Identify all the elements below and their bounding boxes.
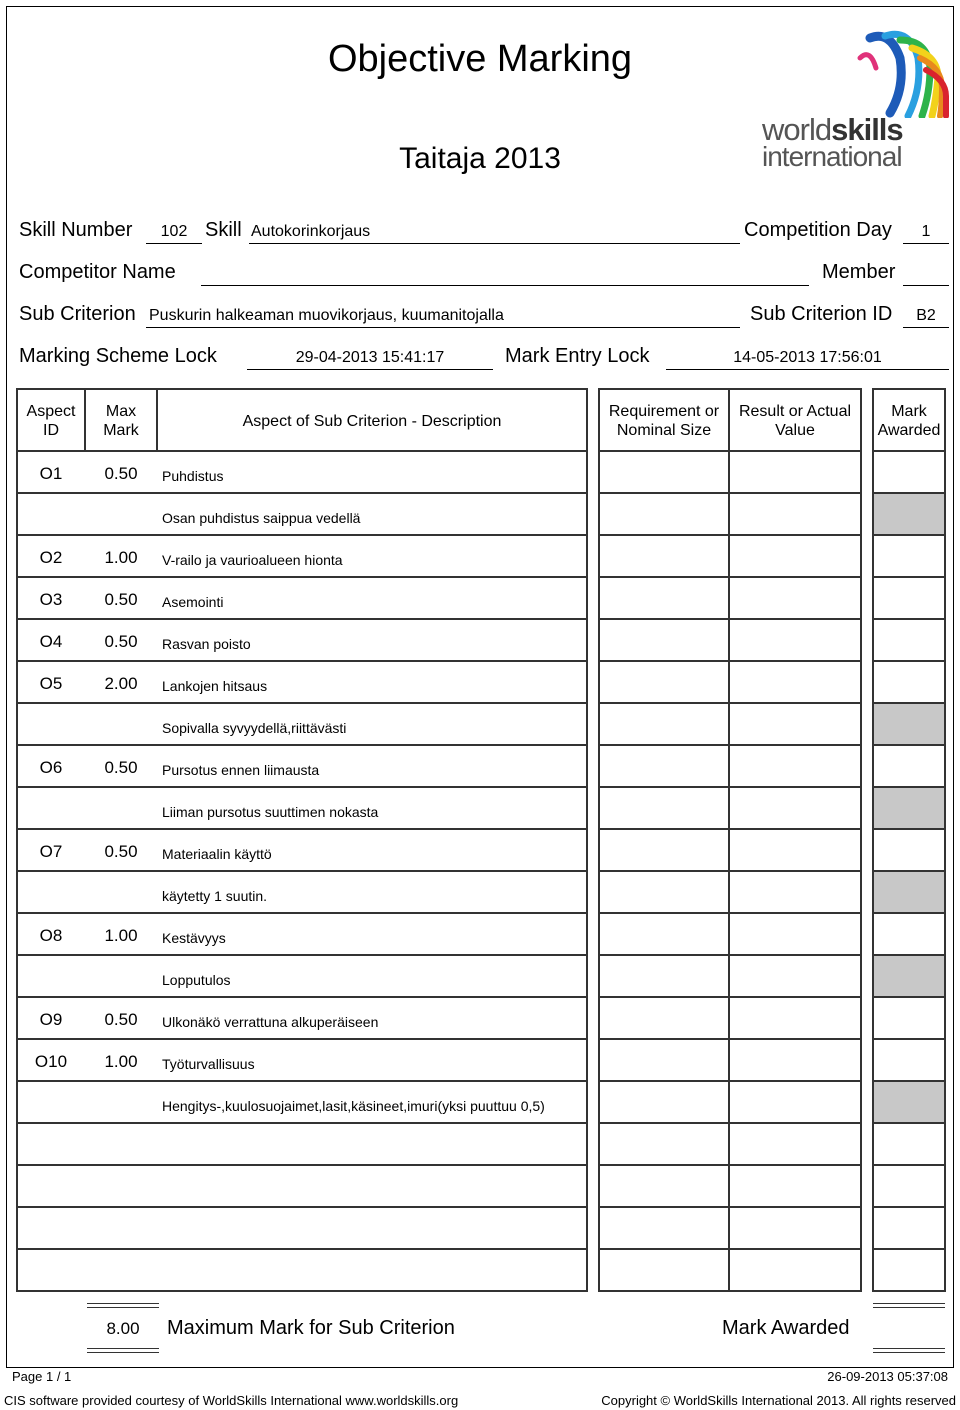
- row-requirement-cell[interactable]: [598, 998, 730, 1040]
- row-requirement-cell[interactable]: [598, 830, 730, 872]
- software-credit: CIS software provided courtesy of WorldSkills International www.worldskills.org: [4, 1393, 459, 1408]
- row-requirement-cell[interactable]: [598, 1040, 730, 1082]
- max-mark-label: Maximum Mark for Sub Criterion: [167, 1317, 455, 1339]
- row-awarded-cell[interactable]: [872, 1124, 946, 1166]
- row-description: Osan puhdistus saippua vedellä: [162, 510, 361, 526]
- skill-value: Autokorinkorjaus: [251, 223, 371, 240]
- logo-brush-icon: [830, 28, 960, 118]
- row-aspect-id: O3: [39, 590, 63, 609]
- row-aspect-id: O7: [39, 842, 63, 861]
- row-description-cell: [16, 1250, 588, 1292]
- row-awarded-cell[interactable]: [872, 1250, 946, 1292]
- member-label: Member: [822, 261, 896, 283]
- row-aspect-id: O10: [34, 1052, 68, 1071]
- row-aspect-id: O6: [39, 758, 63, 777]
- sub-criterion-id-label: Sub Criterion ID: [750, 303, 893, 325]
- row-requirement-cell[interactable]: [598, 1250, 730, 1292]
- print-timestamp: 26-09-2013 05:37:08: [827, 1369, 948, 1384]
- col-header-description-box: [158, 388, 588, 452]
- row-description: Asemointi: [162, 594, 224, 610]
- skill-number-value: 102: [160, 223, 188, 240]
- row-max-mark: 1.00: [104, 1052, 138, 1071]
- row-description-cell: [16, 872, 588, 914]
- sub-criterion-label: Sub Criterion: [19, 303, 136, 325]
- row-result-cell[interactable]: [730, 1250, 862, 1292]
- row-description: V-railo ja vaurioalueen hionta: [162, 552, 343, 568]
- row-result-cell[interactable]: [730, 788, 862, 830]
- row-description: Lankojen hitsaus: [162, 678, 268, 694]
- row-max-mark: 0.50: [104, 758, 138, 777]
- row-result-cell[interactable]: [730, 662, 862, 704]
- row-requirement-cell[interactable]: [598, 1166, 730, 1208]
- row-awarded-cell: [872, 872, 946, 914]
- row-requirement-cell[interactable]: [598, 914, 730, 956]
- row-max-mark: 0.50: [104, 464, 138, 483]
- row-requirement-cell[interactable]: [598, 704, 730, 746]
- awarded-disabled-shade: [874, 788, 944, 828]
- row-result-cell[interactable]: [730, 536, 862, 578]
- worldskills-logo: [760, 28, 950, 178]
- awarded-disabled-shade: [874, 956, 944, 996]
- col-header-max-mark: Max Mark: [103, 403, 139, 439]
- row-description: Puhdistus: [162, 468, 224, 484]
- copyright: Copyright © WorldSkills International 2013. All rights reserved: [601, 1393, 956, 1408]
- competitor-name-label: Competitor Name: [19, 261, 176, 283]
- mark-entry-lock-value: 14-05-2013 17:56:01: [733, 349, 882, 366]
- col-header-aspect-id: Aspect ID: [26, 403, 76, 439]
- row-requirement-cell[interactable]: [598, 1208, 730, 1250]
- col-header-max-mark-box: [86, 388, 158, 452]
- row-awarded-cell[interactable]: [872, 1040, 946, 1082]
- row-description: käytetty 1 suutin.: [162, 888, 268, 904]
- row-aspect-id: O4: [39, 632, 63, 651]
- row-max-mark: 0.50: [104, 590, 138, 609]
- row-description: Pursotus ennen liimausta: [162, 762, 320, 778]
- skill-number-label: Skill Number: [19, 219, 133, 241]
- row-result-cell[interactable]: [730, 452, 862, 494]
- row-result-cell[interactable]: [730, 494, 862, 536]
- row-result-cell[interactable]: [730, 746, 862, 788]
- row-description: Materiaalin käyttö: [162, 846, 272, 862]
- row-awarded-cell: [872, 1082, 946, 1124]
- row-result-cell[interactable]: [730, 1082, 862, 1124]
- mark-awarded-label: Mark Awarded: [722, 1317, 850, 1339]
- col-header-result: Result or Actual Value: [738, 403, 852, 439]
- logo-text-world: world: [762, 112, 832, 147]
- row-result-cell[interactable]: [730, 578, 862, 620]
- row-awarded-cell: [872, 494, 946, 536]
- row-description: Liiman pursotus suuttimen nokasta: [162, 804, 379, 820]
- row-result-cell[interactable]: [730, 914, 862, 956]
- row-result-cell[interactable]: [730, 872, 862, 914]
- row-aspect-id: O5: [39, 674, 63, 693]
- row-description: Hengitys-,kuulosuojaimet,lasit,käsineet,imuri(yksi puuttuu 0,5): [162, 1098, 545, 1114]
- row-awarded-cell[interactable]: [872, 998, 946, 1040]
- row-awarded-cell[interactable]: [872, 1166, 946, 1208]
- col-header-description: Aspect of Sub Criterion - Description: [242, 413, 502, 430]
- row-description: Sopivalla syvyydellä,riittävästi: [162, 720, 347, 736]
- row-result-cell[interactable]: [730, 998, 862, 1040]
- row-result-cell[interactable]: [730, 1208, 862, 1250]
- logo-text-international: international: [762, 141, 902, 172]
- row-awarded-cell[interactable]: [872, 662, 946, 704]
- logo-text-skills: skills: [831, 112, 903, 147]
- awarded-disabled-shade: [874, 872, 944, 912]
- row-result-cell[interactable]: [730, 1040, 862, 1082]
- row-awarded-cell: [872, 788, 946, 830]
- row-requirement-cell[interactable]: [598, 788, 730, 830]
- col-header-awarded-box: [872, 388, 946, 452]
- row-awarded-cell[interactable]: [872, 1208, 946, 1250]
- row-max-mark: 1.00: [104, 548, 138, 567]
- page-subtitle: Taitaja 2013: [399, 142, 561, 175]
- row-description: Ulkonäkö verrattuna alkuperäiseen: [162, 1014, 379, 1030]
- col-header-aspect-id-box: [16, 388, 86, 452]
- competition-day-label: Competition Day: [744, 219, 892, 241]
- page-number: Page 1 / 1: [12, 1369, 72, 1384]
- row-awarded-cell[interactable]: [872, 830, 946, 872]
- competition-day-value: 1: [921, 223, 931, 240]
- row-max-mark: 0.50: [104, 842, 138, 861]
- col-header-requirement-box: [598, 388, 730, 452]
- total-mark-awarded-field[interactable]: [873, 1310, 945, 1346]
- row-awarded-cell[interactable]: [872, 578, 946, 620]
- row-max-mark: 0.50: [104, 632, 138, 651]
- row-requirement-cell[interactable]: [598, 872, 730, 914]
- row-awarded-cell[interactable]: [872, 746, 946, 788]
- col-header-result-box: [730, 388, 862, 452]
- row-requirement-cell[interactable]: [598, 1124, 730, 1166]
- member-field[interactable]: [903, 285, 949, 286]
- row-requirement-cell[interactable]: [598, 1082, 730, 1124]
- row-result-cell[interactable]: [730, 956, 862, 998]
- row-result-cell[interactable]: [730, 704, 862, 746]
- row-max-mark: 1.00: [104, 926, 138, 945]
- total-max-mark: 8.00: [106, 1319, 140, 1338]
- row-awarded-cell[interactable]: [872, 536, 946, 578]
- marking-scheme-lock-value: 29-04-2013 15:41:17: [295, 349, 445, 366]
- competitor-name-field[interactable]: [201, 285, 809, 286]
- row-aspect-id: O1: [39, 464, 63, 483]
- row-requirement-cell[interactable]: [598, 746, 730, 788]
- skill-label: Skill: [205, 219, 242, 241]
- mark-entry-lock-label: Mark Entry Lock: [505, 345, 650, 367]
- sub-criterion-value: Puskurin halkeaman muovikorjaus, kuumanitojalla: [149, 307, 504, 324]
- row-requirement-cell[interactable]: [598, 662, 730, 704]
- row-requirement-cell[interactable]: [598, 956, 730, 998]
- row-awarded-cell[interactable]: [872, 452, 946, 494]
- awarded-disabled-shade: [874, 1082, 944, 1122]
- row-description: Rasvan poisto: [162, 636, 251, 652]
- awarded-disabled-shade: [874, 494, 944, 534]
- sub-criterion-id-value: B2: [916, 307, 936, 324]
- row-requirement-cell[interactable]: [598, 536, 730, 578]
- row-aspect-id: O2: [39, 548, 63, 567]
- row-description-cell: [16, 1124, 588, 1166]
- row-aspect-id: O9: [39, 1010, 63, 1029]
- row-description-cell: [16, 956, 588, 998]
- col-header-requirement: Requirement or Nominal Size: [608, 403, 720, 439]
- row-requirement-cell[interactable]: [598, 452, 730, 494]
- row-description: Lopputulos: [162, 972, 231, 988]
- row-description-cell: [16, 1208, 588, 1250]
- row-awarded-cell[interactable]: [872, 620, 946, 662]
- awarded-disabled-shade: [874, 704, 944, 744]
- page-title: Objective Marking: [327, 38, 633, 80]
- marking-scheme-lock-label: Marking Scheme Lock: [19, 345, 217, 367]
- row-requirement-cell[interactable]: [598, 578, 730, 620]
- row-requirement-cell[interactable]: [598, 620, 730, 662]
- row-result-cell[interactable]: [730, 620, 862, 662]
- row-result-cell[interactable]: [730, 1124, 862, 1166]
- row-requirement-cell[interactable]: [598, 494, 730, 536]
- row-awarded-cell: [872, 956, 946, 998]
- row-aspect-id: O8: [39, 926, 63, 945]
- row-result-cell[interactable]: [730, 830, 862, 872]
- row-description-cell: [16, 1166, 588, 1208]
- row-max-mark: 2.00: [104, 674, 138, 693]
- row-max-mark: 0.50: [104, 1010, 138, 1029]
- row-awarded-cell[interactable]: [872, 914, 946, 956]
- col-header-awarded: Mark Awarded: [877, 403, 941, 439]
- row-description: Kestävyys: [162, 930, 226, 946]
- row-awarded-cell: [872, 704, 946, 746]
- row-result-cell[interactable]: [730, 1166, 862, 1208]
- row-description: Työturvallisuus: [162, 1056, 255, 1072]
